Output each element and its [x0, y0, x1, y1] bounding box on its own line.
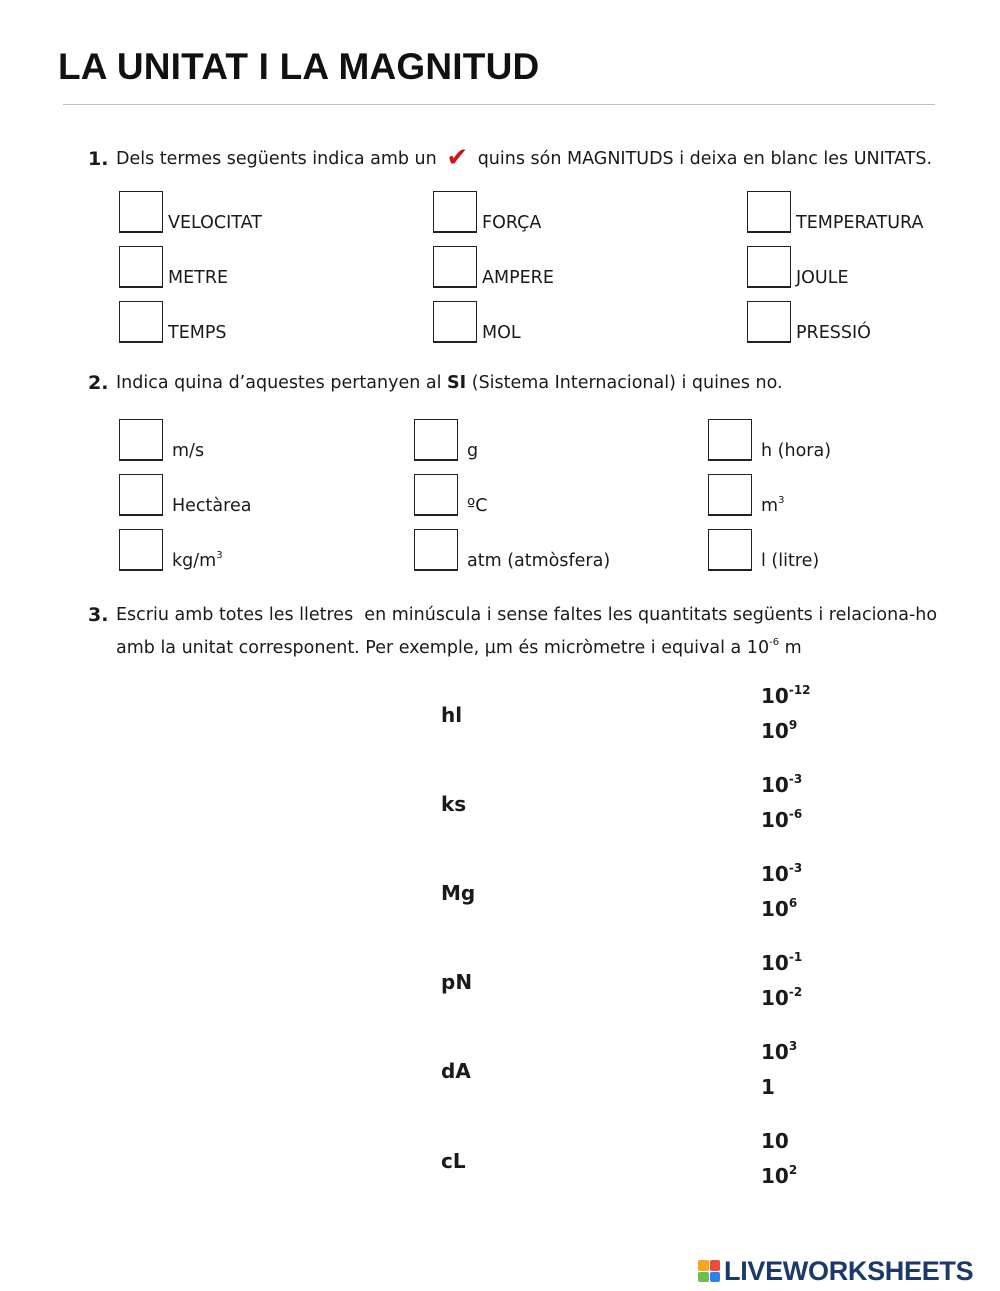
q2-text-before: Indica quina d’aquestes pertanyen al — [116, 373, 442, 393]
q1-label: PRESSIÓ — [796, 323, 871, 343]
logo-square — [698, 1272, 709, 1283]
q3-unit: ks — [441, 792, 467, 816]
q3-power[interactable]: $10^{-3}$ — [761, 861, 803, 886]
q1-label: FORÇA — [482, 213, 542, 233]
q1-text-after: quins són MAGNITUDS i deixa en blanc les UNITATS. — [477, 149, 933, 169]
q1-instruction — [116, 143, 932, 175]
page-title: LA UNITAT I LA MAGNITUD — [58, 46, 540, 87]
q2-label: Hectàrea — [172, 496, 252, 516]
q2-label: h (hora) — [761, 441, 832, 461]
q1-checkbox-velocitat[interactable] — [119, 191, 163, 233]
q1-checkbox-ampere[interactable] — [433, 246, 477, 288]
q2-label: $m^3$ — [761, 495, 785, 516]
q2-label: g — [467, 441, 479, 461]
q1-checkbox-metre[interactable] — [119, 246, 163, 288]
q3-power[interactable]: $10^{-12}$ — [761, 683, 811, 708]
q2-checkbox-hectarea[interactable] — [119, 474, 163, 516]
q1-checkbox-joule[interactable] — [747, 246, 791, 288]
q1-label: METRE — [168, 268, 229, 288]
q3-number: 3. — [88, 604, 109, 626]
q3-power[interactable]: 10 — [761, 1129, 789, 1153]
logo-square — [710, 1260, 721, 1271]
q1-text-before: Dels termes següents indica amb un — [116, 149, 437, 169]
q2-checkbox-m3[interactable] — [708, 474, 752, 516]
q1-label: AMPERE — [482, 268, 554, 288]
q1-label: MOL — [482, 323, 521, 343]
title-divider — [63, 104, 935, 105]
q2-checkbox-celsius[interactable] — [414, 474, 458, 516]
q3-power[interactable]: $10^2$ — [761, 1163, 798, 1188]
q3-power[interactable]: $10^9$ — [761, 718, 798, 743]
q2-checkbox-kgm3[interactable] — [119, 529, 163, 571]
q1-checkbox-temperatura[interactable] — [747, 191, 791, 233]
q2-checkbox-g[interactable] — [414, 419, 458, 461]
logo-square — [698, 1260, 709, 1271]
q2-label: m/s — [172, 441, 205, 461]
q3-power[interactable]: $10^{-2}$ — [761, 985, 803, 1010]
q1-label: VELOCITAT — [168, 213, 262, 233]
q1-checkbox-forca[interactable] — [433, 191, 477, 233]
q2-number: 2. — [88, 372, 109, 394]
q1-number: 1. — [88, 148, 109, 170]
liveworksheets-logo[interactable] — [698, 1255, 973, 1287]
q1-checkbox-temps[interactable] — [119, 301, 163, 343]
q2-label: $kg/m^3$ — [172, 550, 223, 571]
checkmark-icon: ✔ — [446, 143, 469, 173]
q1-checkbox-pressio[interactable] — [747, 301, 791, 343]
q2-label: l (litre) — [761, 551, 820, 571]
q2-checkbox-hora[interactable] — [708, 419, 752, 461]
q2-text-bold: SI — [447, 373, 467, 393]
q2-label: atm (atmòsfera) — [467, 551, 611, 571]
q1-label: TEMPERATURA — [796, 213, 924, 233]
q3-power[interactable]: $10^6$ — [761, 896, 798, 921]
q3-unit: dA — [441, 1059, 471, 1083]
q3-unit: hl — [441, 703, 463, 727]
q3-power[interactable]: $10^{-1}$ — [761, 950, 803, 975]
q1-label: TEMPS — [168, 323, 227, 343]
q1-checkbox-mol[interactable] — [433, 301, 477, 343]
q3-power[interactable]: $10^3$ — [761, 1039, 798, 1064]
q3-instruction-line1: Escriu amb totes les lletres en minúscula i sense faltes les quantitats següents i relaciona-ho — [116, 605, 938, 625]
q3-power[interactable]: $10^{-6}$ — [761, 807, 803, 832]
q3-unit: Mg — [441, 881, 476, 905]
q3-power[interactable]: $10^{-3}$ — [761, 772, 803, 797]
q2-label: ºC — [467, 496, 488, 516]
q2-text-after: (Sistema Internacional) i quines no. — [471, 373, 783, 393]
q3-instruction-line2: amb la unitat corresponent. Per exemple, µm és micròmetre i equival a $10^{-6}$ m — [116, 637, 802, 658]
logo-square — [710, 1272, 721, 1283]
q2-instruction — [116, 367, 783, 399]
q2-checkbox-litre[interactable] — [708, 529, 752, 571]
q3-unit: cL — [441, 1149, 466, 1173]
q2-checkbox-ms[interactable] — [119, 419, 163, 461]
q1-label: JOULE — [796, 268, 849, 288]
logo-text: LIVEWORKSHEETS — [724, 1255, 974, 1286]
q3-power[interactable]: 1 — [761, 1075, 775, 1099]
q2-checkbox-atm[interactable] — [414, 529, 458, 571]
q3-unit: pN — [441, 970, 473, 994]
liveworksheets-logo-icon — [698, 1260, 720, 1282]
